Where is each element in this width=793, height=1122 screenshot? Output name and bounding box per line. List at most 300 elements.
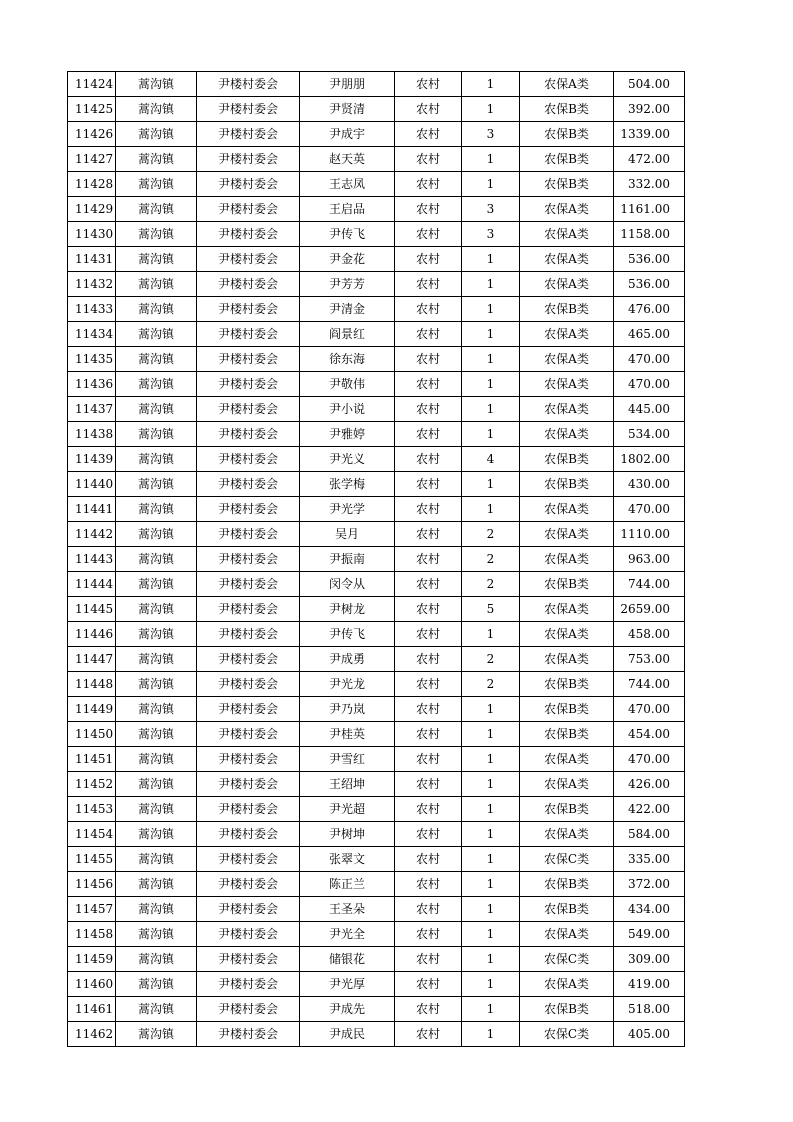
record-id: 11456	[68, 872, 116, 897]
record-id: 11434	[68, 322, 116, 347]
area-type-cell: 农村	[395, 472, 462, 497]
village-cell: 尹楼村委会	[197, 322, 300, 347]
amount-cell: 518.00	[614, 997, 685, 1022]
village-cell: 尹楼村委会	[197, 547, 300, 572]
record-id: 11445	[68, 597, 116, 622]
record-id: 11460	[68, 972, 116, 997]
area-type-cell: 农村	[395, 72, 462, 97]
town-cell: 蒿沟镇	[116, 447, 197, 472]
village-cell: 尹楼村委会	[197, 647, 300, 672]
insurance-class-cell: 农保B类	[520, 997, 614, 1022]
household-size-cell: 1	[462, 947, 520, 972]
town-cell: 蒿沟镇	[116, 247, 197, 272]
area-type-cell: 农村	[395, 922, 462, 947]
insurance-class-cell: 农保B类	[520, 97, 614, 122]
table-row	[68, 322, 685, 347]
name-cell: 尹树龙	[300, 597, 395, 622]
insurance-class-cell: 农保C类	[520, 947, 614, 972]
table-row	[68, 697, 685, 722]
amount-cell: 434.00	[614, 897, 685, 922]
household-size-cell: 1	[462, 922, 520, 947]
insurance-class-cell: 农保A类	[520, 747, 614, 772]
name-cell: 尹树坤	[300, 822, 395, 847]
village-cell: 尹楼村委会	[197, 147, 300, 172]
town-cell: 蒿沟镇	[116, 597, 197, 622]
table-row	[68, 422, 685, 447]
amount-cell: 426.00	[614, 772, 685, 797]
area-type-cell: 农村	[395, 247, 462, 272]
data-table	[67, 71, 685, 1047]
town-cell: 蒿沟镇	[116, 372, 197, 397]
name-cell: 尹光学	[300, 497, 395, 522]
insurance-class-cell: 农保B类	[520, 297, 614, 322]
table-row	[68, 522, 685, 547]
town-cell: 蒿沟镇	[116, 522, 197, 547]
name-cell: 尹成民	[300, 1022, 395, 1047]
record-id: 11446	[68, 622, 116, 647]
record-id: 11432	[68, 272, 116, 297]
village-cell: 尹楼村委会	[197, 897, 300, 922]
insurance-class-cell: 农保A类	[520, 247, 614, 272]
household-size-cell: 1	[462, 97, 520, 122]
village-cell: 尹楼村委会	[197, 72, 300, 97]
household-size-cell: 1	[462, 722, 520, 747]
table-row	[68, 347, 685, 372]
amount-cell: 1161.00	[614, 197, 685, 222]
area-type-cell: 农村	[395, 572, 462, 597]
town-cell: 蒿沟镇	[116, 572, 197, 597]
village-cell: 尹楼村委会	[197, 997, 300, 1022]
insurance-class-cell: 农保B类	[520, 472, 614, 497]
record-id: 11453	[68, 797, 116, 822]
village-cell: 尹楼村委会	[197, 597, 300, 622]
amount-cell: 1158.00	[614, 222, 685, 247]
insurance-class-cell: 农保A类	[520, 222, 614, 247]
town-cell: 蒿沟镇	[116, 472, 197, 497]
household-size-cell: 1	[462, 622, 520, 647]
household-size-cell: 1	[462, 347, 520, 372]
amount-cell: 584.00	[614, 822, 685, 847]
area-type-cell: 农村	[395, 597, 462, 622]
household-size-cell: 2	[462, 522, 520, 547]
amount-cell: 472.00	[614, 147, 685, 172]
insurance-class-cell: 农保B类	[520, 122, 614, 147]
village-cell: 尹楼村委会	[197, 572, 300, 597]
household-size-cell: 1	[462, 847, 520, 872]
town-cell: 蒿沟镇	[116, 147, 197, 172]
village-cell: 尹楼村委会	[197, 497, 300, 522]
record-id: 11452	[68, 772, 116, 797]
village-cell: 尹楼村委会	[197, 347, 300, 372]
area-type-cell: 农村	[395, 822, 462, 847]
town-cell: 蒿沟镇	[116, 422, 197, 447]
name-cell: 陈正兰	[300, 872, 395, 897]
table-row	[68, 172, 685, 197]
household-size-cell: 1	[462, 822, 520, 847]
table-body	[68, 72, 685, 1047]
town-cell: 蒿沟镇	[116, 722, 197, 747]
name-cell: 张学梅	[300, 472, 395, 497]
amount-cell: 1110.00	[614, 522, 685, 547]
record-id: 11443	[68, 547, 116, 572]
insurance-class-cell: 农保A类	[520, 397, 614, 422]
amount-cell: 309.00	[614, 947, 685, 972]
area-type-cell: 农村	[395, 297, 462, 322]
table-row	[68, 497, 685, 522]
insurance-class-cell: 农保B类	[520, 872, 614, 897]
name-cell: 尹传飞	[300, 222, 395, 247]
name-cell: 徐东海	[300, 347, 395, 372]
insurance-class-cell: 农保A类	[520, 522, 614, 547]
record-id: 11429	[68, 197, 116, 222]
name-cell: 尹振南	[300, 547, 395, 572]
area-type-cell: 农村	[395, 222, 462, 247]
town-cell: 蒿沟镇	[116, 97, 197, 122]
amount-cell: 372.00	[614, 872, 685, 897]
household-size-cell: 4	[462, 447, 520, 472]
table-row	[68, 797, 685, 822]
area-type-cell: 农村	[395, 97, 462, 122]
table-row	[68, 247, 685, 272]
record-id: 11439	[68, 447, 116, 472]
insurance-class-cell: 农保A类	[520, 772, 614, 797]
name-cell: 尹光义	[300, 447, 395, 472]
town-cell: 蒿沟镇	[116, 872, 197, 897]
name-cell: 张翠文	[300, 847, 395, 872]
amount-cell: 405.00	[614, 1022, 685, 1047]
table-row	[68, 122, 685, 147]
table-row	[68, 647, 685, 672]
town-cell: 蒿沟镇	[116, 897, 197, 922]
insurance-class-cell: 农保B类	[520, 797, 614, 822]
record-id: 11431	[68, 247, 116, 272]
area-type-cell: 农村	[395, 972, 462, 997]
household-size-cell: 1	[462, 172, 520, 197]
area-type-cell: 农村	[395, 522, 462, 547]
household-size-cell: 2	[462, 547, 520, 572]
table-row	[68, 722, 685, 747]
amount-cell: 454.00	[614, 722, 685, 747]
amount-cell: 476.00	[614, 297, 685, 322]
village-cell: 尹楼村委会	[197, 697, 300, 722]
table-row	[68, 272, 685, 297]
name-cell: 王启品	[300, 197, 395, 222]
table-row	[68, 147, 685, 172]
record-id: 11461	[68, 997, 116, 1022]
insurance-class-cell: 农保B类	[520, 672, 614, 697]
household-size-cell: 1	[462, 797, 520, 822]
household-size-cell: 1	[462, 697, 520, 722]
record-id: 11458	[68, 922, 116, 947]
insurance-class-cell: 农保A类	[520, 272, 614, 297]
area-type-cell: 农村	[395, 897, 462, 922]
amount-cell: 392.00	[614, 97, 685, 122]
record-id: 11451	[68, 747, 116, 772]
record-id: 11426	[68, 122, 116, 147]
area-type-cell: 农村	[395, 647, 462, 672]
name-cell: 尹乃岚	[300, 697, 395, 722]
area-type-cell: 农村	[395, 547, 462, 572]
village-cell: 尹楼村委会	[197, 797, 300, 822]
area-type-cell: 农村	[395, 1022, 462, 1047]
amount-cell: 753.00	[614, 647, 685, 672]
area-type-cell: 农村	[395, 797, 462, 822]
name-cell: 储银花	[300, 947, 395, 972]
household-size-cell: 1	[462, 422, 520, 447]
household-size-cell: 2	[462, 572, 520, 597]
household-size-cell: 1	[462, 372, 520, 397]
village-cell: 尹楼村委会	[197, 272, 300, 297]
record-id: 11454	[68, 822, 116, 847]
town-cell: 蒿沟镇	[116, 272, 197, 297]
household-size-cell: 1	[462, 997, 520, 1022]
table-row	[68, 847, 685, 872]
town-cell: 蒿沟镇	[116, 797, 197, 822]
table-row	[68, 897, 685, 922]
village-cell: 尹楼村委会	[197, 622, 300, 647]
town-cell: 蒿沟镇	[116, 72, 197, 97]
area-type-cell: 农村	[395, 397, 462, 422]
name-cell: 尹雅婷	[300, 422, 395, 447]
town-cell: 蒿沟镇	[116, 622, 197, 647]
insurance-class-cell: 农保A类	[520, 72, 614, 97]
table-row	[68, 372, 685, 397]
town-cell: 蒿沟镇	[116, 322, 197, 347]
amount-cell: 419.00	[614, 972, 685, 997]
household-size-cell: 5	[462, 597, 520, 622]
amount-cell: 335.00	[614, 847, 685, 872]
insurance-class-cell: 农保B类	[520, 722, 614, 747]
town-cell: 蒿沟镇	[116, 647, 197, 672]
insurance-class-cell: 农保A类	[520, 197, 614, 222]
table-row	[68, 822, 685, 847]
table-row	[68, 222, 685, 247]
insurance-class-cell: 农保B类	[520, 897, 614, 922]
record-id: 11433	[68, 297, 116, 322]
area-type-cell: 农村	[395, 197, 462, 222]
name-cell: 尹成勇	[300, 647, 395, 672]
amount-cell: 504.00	[614, 72, 685, 97]
table-row	[68, 297, 685, 322]
amount-cell: 534.00	[614, 422, 685, 447]
area-type-cell: 农村	[395, 997, 462, 1022]
record-id: 11425	[68, 97, 116, 122]
town-cell: 蒿沟镇	[116, 972, 197, 997]
village-cell: 尹楼村委会	[197, 822, 300, 847]
table-row	[68, 97, 685, 122]
village-cell: 尹楼村委会	[197, 847, 300, 872]
town-cell: 蒿沟镇	[116, 822, 197, 847]
insurance-class-cell: 农保B类	[520, 572, 614, 597]
record-id: 11441	[68, 497, 116, 522]
insurance-class-cell: 农保B类	[520, 697, 614, 722]
insurance-class-cell: 农保A类	[520, 597, 614, 622]
table-row	[68, 547, 685, 572]
table-row	[68, 997, 685, 1022]
town-cell: 蒿沟镇	[116, 347, 197, 372]
area-type-cell: 农村	[395, 947, 462, 972]
record-id: 11448	[68, 672, 116, 697]
name-cell: 尹清金	[300, 297, 395, 322]
name-cell: 王圣朵	[300, 897, 395, 922]
area-type-cell: 农村	[395, 622, 462, 647]
village-cell: 尹楼村委会	[197, 922, 300, 947]
insurance-class-cell: 农保A类	[520, 972, 614, 997]
record-id: 11437	[68, 397, 116, 422]
village-cell: 尹楼村委会	[197, 672, 300, 697]
name-cell: 尹桂英	[300, 722, 395, 747]
amount-cell: 2659.00	[614, 597, 685, 622]
amount-cell: 1802.00	[614, 447, 685, 472]
town-cell: 蒿沟镇	[116, 397, 197, 422]
insurance-class-cell: 农保B类	[520, 147, 614, 172]
village-cell: 尹楼村委会	[197, 422, 300, 447]
village-cell: 尹楼村委会	[197, 972, 300, 997]
area-type-cell: 农村	[395, 347, 462, 372]
record-id: 11435	[68, 347, 116, 372]
amount-cell: 1339.00	[614, 122, 685, 147]
household-size-cell: 2	[462, 647, 520, 672]
village-cell: 尹楼村委会	[197, 1022, 300, 1047]
area-type-cell: 农村	[395, 672, 462, 697]
record-id: 11447	[68, 647, 116, 672]
record-id: 11449	[68, 697, 116, 722]
household-size-cell: 3	[462, 197, 520, 222]
village-cell: 尹楼村委会	[197, 397, 300, 422]
table-row	[68, 747, 685, 772]
household-size-cell: 2	[462, 672, 520, 697]
name-cell: 尹朋朋	[300, 72, 395, 97]
insurance-class-cell: 农保C类	[520, 847, 614, 872]
insurance-class-cell: 农保A类	[520, 647, 614, 672]
area-type-cell: 农村	[395, 372, 462, 397]
village-cell: 尹楼村委会	[197, 247, 300, 272]
household-size-cell: 1	[462, 397, 520, 422]
amount-cell: 470.00	[614, 497, 685, 522]
insurance-class-cell: 农保A类	[520, 922, 614, 947]
table-row	[68, 397, 685, 422]
household-size-cell: 1	[462, 147, 520, 172]
record-id: 11430	[68, 222, 116, 247]
table-row	[68, 597, 685, 622]
household-size-cell: 1	[462, 297, 520, 322]
insurance-class-cell: 农保C类	[520, 1022, 614, 1047]
amount-cell: 470.00	[614, 347, 685, 372]
insurance-class-cell: 农保A类	[520, 422, 614, 447]
amount-cell: 458.00	[614, 622, 685, 647]
record-id: 11436	[68, 372, 116, 397]
amount-cell: 963.00	[614, 547, 685, 572]
name-cell: 尹敬伟	[300, 372, 395, 397]
name-cell: 闵令从	[300, 572, 395, 597]
name-cell: 尹贤清	[300, 97, 395, 122]
record-id: 11428	[68, 172, 116, 197]
insurance-class-cell: 农保B类	[520, 172, 614, 197]
household-size-cell: 1	[462, 272, 520, 297]
record-id: 11457	[68, 897, 116, 922]
table-row	[68, 972, 685, 997]
area-type-cell: 农村	[395, 122, 462, 147]
town-cell: 蒿沟镇	[116, 1022, 197, 1047]
village-cell: 尹楼村委会	[197, 872, 300, 897]
name-cell: 尹金花	[300, 247, 395, 272]
town-cell: 蒿沟镇	[116, 922, 197, 947]
amount-cell: 470.00	[614, 697, 685, 722]
record-id: 11427	[68, 147, 116, 172]
area-type-cell: 农村	[395, 847, 462, 872]
village-cell: 尹楼村委会	[197, 97, 300, 122]
area-type-cell: 农村	[395, 722, 462, 747]
amount-cell: 744.00	[614, 672, 685, 697]
record-id: 11444	[68, 572, 116, 597]
table-row	[68, 922, 685, 947]
table-row	[68, 872, 685, 897]
name-cell: 尹光厚	[300, 972, 395, 997]
household-size-cell: 1	[462, 747, 520, 772]
town-cell: 蒿沟镇	[116, 997, 197, 1022]
household-size-cell: 1	[462, 322, 520, 347]
name-cell: 阎景红	[300, 322, 395, 347]
area-type-cell: 农村	[395, 422, 462, 447]
table-row	[68, 72, 685, 97]
name-cell: 尹光全	[300, 922, 395, 947]
village-cell: 尹楼村委会	[197, 947, 300, 972]
village-cell: 尹楼村委会	[197, 472, 300, 497]
table-row	[68, 1022, 685, 1047]
name-cell: 王志凤	[300, 172, 395, 197]
household-size-cell: 3	[462, 222, 520, 247]
amount-cell: 465.00	[614, 322, 685, 347]
amount-cell: 422.00	[614, 797, 685, 822]
village-cell: 尹楼村委会	[197, 522, 300, 547]
area-type-cell: 农村	[395, 447, 462, 472]
record-id: 11459	[68, 947, 116, 972]
insurance-class-cell: 农保A类	[520, 547, 614, 572]
town-cell: 蒿沟镇	[116, 122, 197, 147]
area-type-cell: 农村	[395, 772, 462, 797]
area-type-cell: 农村	[395, 697, 462, 722]
town-cell: 蒿沟镇	[116, 772, 197, 797]
amount-cell: 744.00	[614, 572, 685, 597]
area-type-cell: 农村	[395, 497, 462, 522]
area-type-cell: 农村	[395, 872, 462, 897]
table-row	[68, 772, 685, 797]
name-cell: 尹成先	[300, 997, 395, 1022]
amount-cell: 536.00	[614, 247, 685, 272]
town-cell: 蒿沟镇	[116, 497, 197, 522]
name-cell: 尹雪红	[300, 747, 395, 772]
table-row	[68, 447, 685, 472]
table-row	[68, 622, 685, 647]
amount-cell: 445.00	[614, 397, 685, 422]
name-cell: 吴月	[300, 522, 395, 547]
village-cell: 尹楼村委会	[197, 297, 300, 322]
town-cell: 蒿沟镇	[116, 847, 197, 872]
village-cell: 尹楼村委会	[197, 372, 300, 397]
name-cell: 赵天英	[300, 147, 395, 172]
table-row	[68, 472, 685, 497]
town-cell: 蒿沟镇	[116, 547, 197, 572]
village-cell: 尹楼村委会	[197, 122, 300, 147]
town-cell: 蒿沟镇	[116, 697, 197, 722]
amount-cell: 470.00	[614, 747, 685, 772]
name-cell: 尹小说	[300, 397, 395, 422]
village-cell: 尹楼村委会	[197, 447, 300, 472]
area-type-cell: 农村	[395, 322, 462, 347]
insurance-class-cell: 农保A类	[520, 622, 614, 647]
name-cell: 尹光超	[300, 797, 395, 822]
town-cell: 蒿沟镇	[116, 197, 197, 222]
